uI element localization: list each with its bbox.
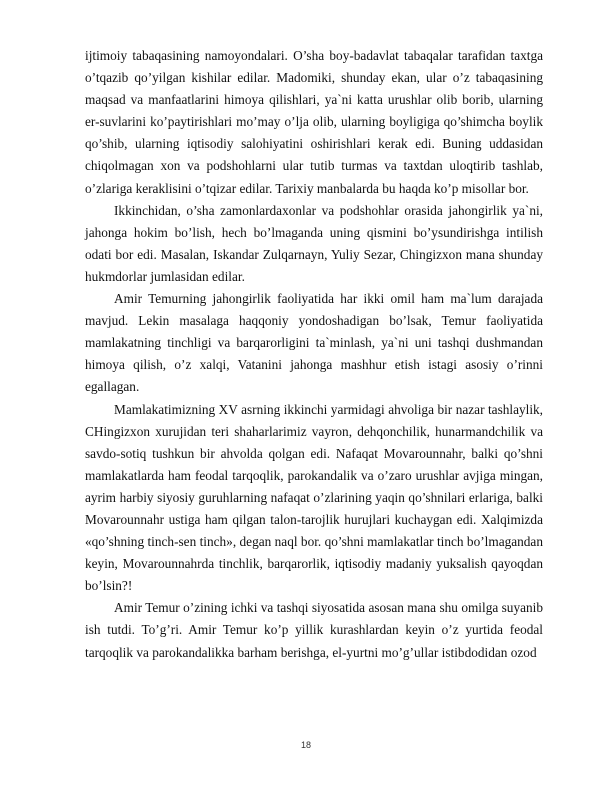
paragraph-4: Mamlakatimizning XV asrning ikkinchi yarmidagi ahvoliga bir nazar tashlaylik, CHingizxon xurujidan teri shaharlarimiz vayron, dehqonchilik, hunarmandchilik va savdo-sotiq tushkun bir ahvolda qolgan edi. Nafaqat Movarounnahr, balki qo’shni mamlakatlarda ham feodal tarqoqlik, parokandalik va o’zaro urushlar avjiga mingan, ayrim harbiy siyosiy guruhlarning nafaqat o’zlarining yaqin qo’shnilari erlariga, balki Movarounnahr ustiga ham qilgan talon-tarojlik hurujlari kuchaygan edi. Xalqimizda «qo’shning tinch-sen tinch», degan naql bor. qo’shni mamlakatlar tinch bo’lmagandan keyin, Movarounnahrda tinchlik, barqarorlik, iqtisodiy madaniy yuksalish qayoqdan bo’lsin?! bbox=[85, 401, 543, 594]
body-text bbox=[85, 45, 543, 664]
page-number: 18 bbox=[300, 740, 311, 750]
paragraph-2: Ikkinchidan, o’sha zamonlardaxonlar va podshohlar orasida jahongirlik ya`ni, jahonga hokim bo’lish, hech bo’lmaganda uning qismini bo’ysundirishga intilish odati bor edi. Masalan, Iskandar Zulqarnayn, Yuliy Sezar, Chingizxon mana shunday hukmdorlar jumlasidan edilar. bbox=[85, 202, 543, 284]
paragraph-1: ijtimoiy tabaqasining namoyondalari. O’sha boy-badavlat tabaqalar tarafidan taxtga o’tqazib qo’yilgan kishilar edilar. Madomiki, shunday ekan, ular o’z tabaqasining maqsad va manfaatlarini himoya qilishlari, ya`ni katta urushlar olib borib, ularning er-suvlarini ko’paytirishlari mo’may o’lja olib, ularning boyligiga qo’shimcha boylik qo’shib, ularning iqtisodiy salohiyatini oshirishlari kerak edi. Buning uddasidan chiqolmagan xon va podshohlarni ular tutib turmas va taxtdan uloqtirib tashlab, o’zlariga keraklisini o’tqizar edilar. Tarixiy manbalarda bu haqda ko’p misollar bor. bbox=[85, 48, 543, 196]
paragraph-3: Amir Temurning jahongirlik faoliyatida har ikki omil ham ma`lum darajada mavjud. Lekin masalaga haqqoniy yondoshadigan bo’lsak, Temur faoliyatida mamlakatning tinchligi va barqarorligini ta`minlash, ya`ni uni tashqi dushmandan himoya qilish, o’z xalqi, Vatanini jahonga mashhur etish istagi asosiy o’rinni egallagan. bbox=[85, 291, 543, 395]
paragraph-5: Amir Temur o’zining ichki va tashqi siyosatida asosan mana shu omilga suyanib ish tutdi. To’g’ri. Amir Temur ko’p yillik kurashlardan keyin o’z yurtida feodal tarqoqlik va parokandalikka barham berishga, el-yurtni mo’g’ullar istibdodidan ozod bbox=[85, 600, 543, 660]
